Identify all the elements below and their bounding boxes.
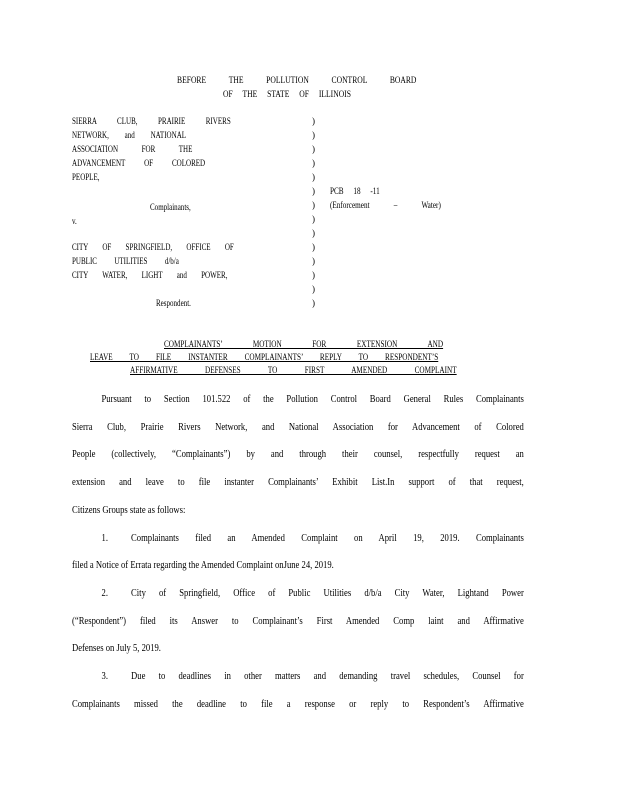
item-2-text-1: City of Springfield, Office of Public Utilities d/b/a City Water, Lightand Power	[131, 587, 524, 599]
paren: )	[312, 172, 315, 182]
intro-line-4: extension and leave to file instanter Complainants’ Exhibit List.In support of that request,	[72, 477, 524, 489]
item-3-line-1	[72, 663, 524, 691]
complainants-label: Complainants,	[150, 202, 191, 212]
item-3-text-1: Due to deadlines in other matters and demanding travel schedules, Counsel for	[131, 671, 524, 683]
case-type: (Enforcement – Water)	[330, 200, 441, 210]
respondent-line-3: CITY WATER, LIGHT and POWER,	[72, 270, 228, 280]
intro-line-3: People (collectively, “Complainants”) by and through their counsel, respectfully request an	[72, 449, 524, 461]
case-number: PCB 18 -11	[330, 186, 380, 196]
versus-label: v.	[72, 216, 77, 226]
caption-parenthesis-column	[312, 114, 322, 310]
item-2-line-2: (“Respondent”) filed its Answer to Complainant’s First Amended Comp laint and Affirmative	[72, 615, 524, 627]
item-3-number: 3.	[101, 671, 108, 683]
motion-title-line-3: AFFIRMATIVE DEFENSES TO FIRST AMENDED COMPLAINT	[130, 365, 457, 375]
paren: )	[312, 200, 315, 210]
paren: )	[312, 158, 315, 168]
motion-title-line-2: LEAVE TO FILE INSTANTER COMPLAINANTS’ REPLY TO RESPONDENT’S	[90, 352, 439, 362]
complainant-line-2: NETWORK, and NATIONAL	[72, 130, 187, 140]
paren: )	[312, 284, 315, 294]
respondent-line-2: PUBLIC UTILITIES d/b/a	[72, 256, 179, 266]
complainant-line-3: ASSOCIATION FOR THE	[72, 144, 193, 154]
paren: )	[312, 228, 315, 238]
complainant-line-5: PEOPLE,	[72, 172, 100, 182]
item-1-line-1	[72, 525, 524, 553]
paren: )	[312, 116, 315, 126]
motion-title-line-1: COMPLAINANTS’ MOTION FOR EXTENSION AND	[164, 339, 444, 349]
item-2-line-3: Defenses on July 5, 2019.	[72, 643, 161, 655]
paren: )	[312, 214, 315, 224]
item-2-number: 2.	[101, 587, 108, 599]
paren: )	[312, 144, 315, 154]
item-2-line-1	[72, 580, 524, 608]
paren: )	[312, 242, 315, 252]
respondent-label: Respondent.	[156, 298, 191, 308]
heading-line-1: BEFORE THE POLLUTION CONTROL BOARD	[177, 76, 417, 86]
respondent-line-1: CITY OF SPRINGFIELD, OFFICE OF	[72, 242, 234, 252]
paren: )	[312, 130, 315, 140]
intro-line-5: Citizens Groups state as follows:	[72, 504, 186, 516]
paren: )	[312, 186, 315, 196]
paren: )	[312, 270, 315, 280]
complainant-line-4: ADVANCEMENT OF COLORED	[72, 158, 206, 168]
intro-line-1: Pursuant to Section 101.522 of the Pollution Control Board General Rules Complainants	[101, 394, 524, 405]
item-1-text-1: Complainants filed an Amended Complaint on April 19, 2019. Complainants	[131, 532, 524, 544]
case-number-block	[330, 184, 441, 212]
paren: )	[312, 298, 315, 308]
complainant-line-1: SIERRA CLUB, PRAIRIE RIVERS	[72, 116, 231, 126]
paren: )	[312, 256, 315, 266]
motion-body	[72, 386, 524, 718]
item-3-line-2: Complainants missed the deadline to file a response or reply to Respondent’s Affirmative	[72, 698, 524, 710]
intro-line-2: Sierra Club, Prairie Rivers Network, and National Association for Advancement of Colored	[72, 421, 524, 433]
item-1-line-2: filed a Notice of Errata regarding the Amended Complaint onJune 24, 2019.	[72, 560, 334, 572]
item-1-number: 1.	[101, 532, 108, 544]
heading-line-2: OF THE STATE OF ILLINOIS	[223, 90, 351, 100]
